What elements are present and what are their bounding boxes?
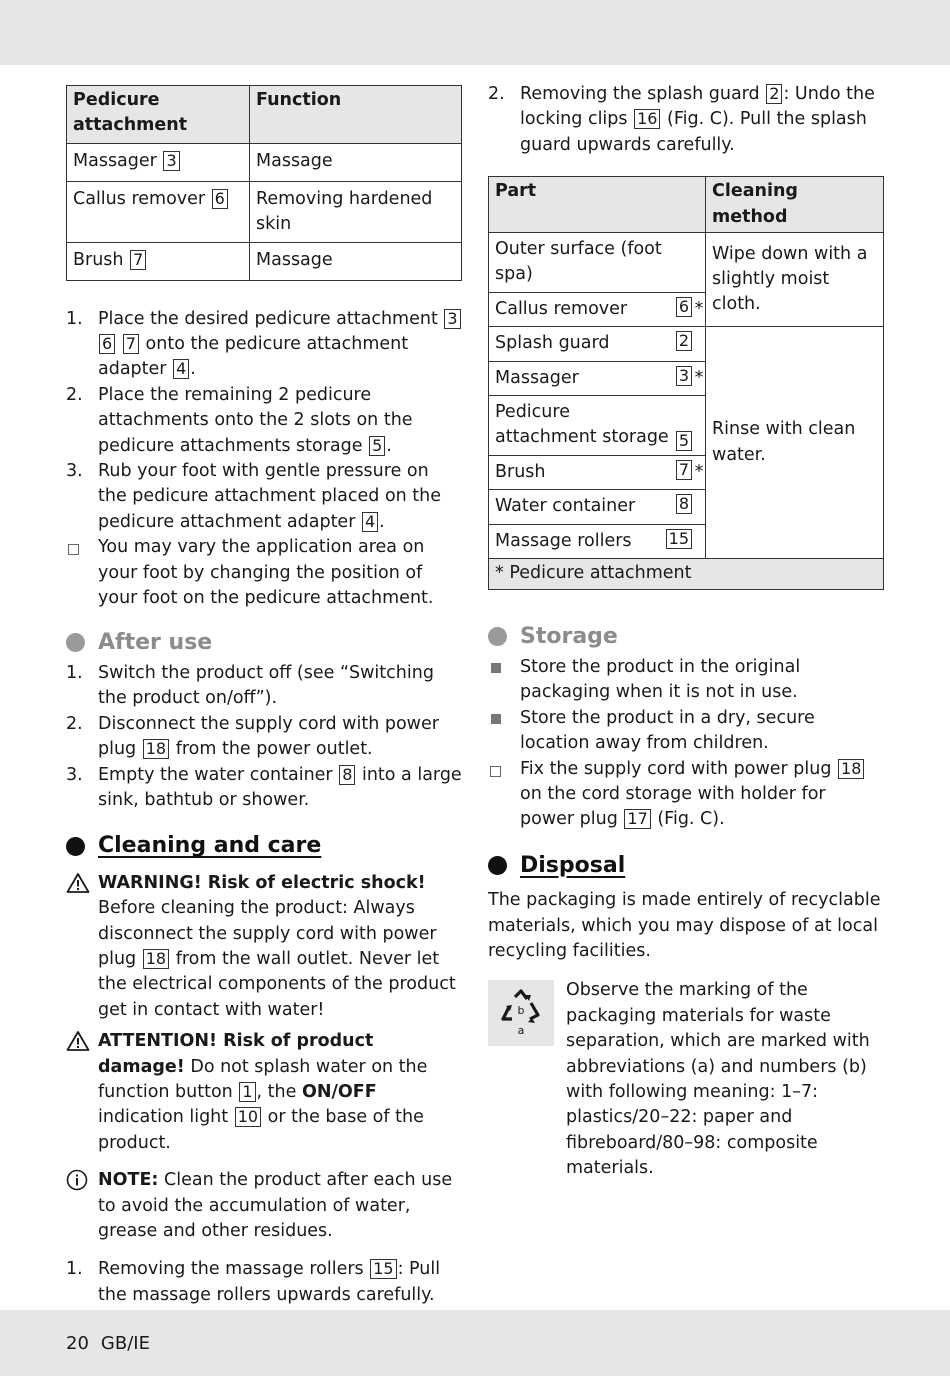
- step-text: (Fig. C). Pull the splash guard upwards carefully.: [520, 109, 867, 155]
- left-column: [66, 85, 462, 1308]
- table-cell: [489, 361, 706, 395]
- list-text: Fix the supply cord with power plug: [520, 758, 832, 779]
- part-number: 4: [362, 512, 378, 532]
- section-heading: [488, 624, 884, 649]
- step-text: Place the desired pedicure attachment: [98, 308, 438, 329]
- checkbox-bullet-icon: [68, 544, 79, 555]
- table-cell: [67, 181, 250, 242]
- warning-title: WARNING! Risk of electric shock!: [98, 872, 426, 893]
- part-number: 6: [99, 334, 115, 354]
- list-item: [66, 712, 462, 763]
- part-number: 7: [676, 460, 692, 480]
- table-header-row: [489, 177, 884, 233]
- part-number: 8: [676, 494, 692, 514]
- step-text: Disconnect the supply cord with power plug: [98, 713, 439, 760]
- cleaning-method-cell: Rinse with clean water.: [706, 327, 884, 559]
- bullet-dot-icon: [488, 856, 507, 875]
- list-item: [66, 535, 462, 611]
- part-number: 4: [173, 359, 189, 379]
- table-footnote-row: [489, 559, 884, 589]
- table-cell: [67, 143, 250, 181]
- info-circle-icon: [66, 1169, 88, 1199]
- table-cell: Massage: [250, 143, 462, 181]
- warning-text: from the wall outlet. Never let the electrical components of the product get in contact with water!: [98, 948, 456, 1020]
- bullet-dot-icon: [488, 627, 507, 646]
- footnote-marker: *: [694, 461, 704, 482]
- step-text: Empty the water container: [98, 764, 333, 785]
- step-number: 3.: [66, 461, 83, 482]
- list-text: on the cord storage with holder for power plug: [520, 783, 826, 830]
- table-cell: [489, 292, 706, 326]
- part-number: 7: [130, 250, 146, 270]
- table-cell: Massage: [250, 242, 462, 280]
- part-name: Splash guard: [495, 333, 610, 354]
- step-number: 3.: [66, 764, 83, 785]
- list-item: [66, 763, 462, 814]
- attention-text: Do not splash water on the function button: [98, 1056, 428, 1102]
- list-text: (Fig. C).: [657, 809, 725, 830]
- part-number: 8: [339, 765, 355, 785]
- note-text: Clean the product after each use to avoid the accumulation of water, grease and other residues.: [98, 1170, 453, 1242]
- list-item: [66, 1257, 462, 1308]
- step-text: Removing the splash guard: [520, 84, 760, 104]
- table-header: Part: [489, 177, 706, 233]
- part-number: 15: [370, 1259, 396, 1279]
- table-row: [67, 181, 462, 242]
- table-cell: Removing hardened skin: [250, 181, 462, 242]
- part-name: Massage rollers: [495, 530, 632, 551]
- bullet-dot-icon: [66, 837, 85, 856]
- attachment-name: Massager: [73, 150, 157, 171]
- note-notice: [66, 1168, 462, 1244]
- table-cell: [489, 455, 706, 489]
- list-item: [488, 757, 884, 833]
- part-number: 6: [676, 297, 692, 317]
- list-text: Store the product in the original packaging when it is not in use.: [520, 656, 801, 703]
- part-name: Brush: [495, 461, 546, 482]
- recycle-label-b: b: [517, 1004, 525, 1018]
- table-cell: [489, 396, 706, 456]
- step-text: .: [190, 359, 196, 380]
- square-bullet-icon: [491, 714, 501, 724]
- table-cell: [67, 242, 250, 280]
- cleaning-method-table: [488, 176, 884, 589]
- step-number: 2.: [66, 384, 83, 405]
- warning-triangle-icon: [66, 872, 90, 902]
- part-name: Pedicure attachment storage: [495, 402, 669, 448]
- attention-onoff: ON/OFF: [301, 1082, 377, 1102]
- list-item: [66, 459, 462, 535]
- section-title: Storage: [520, 623, 618, 649]
- part-number: 1: [239, 1082, 255, 1102]
- locale-label: GB/IE: [100, 1333, 150, 1354]
- part-number: 18: [143, 949, 169, 969]
- cleaning-steps-continued: [488, 82, 884, 158]
- step-text: into a large sink, bathtub or shower.: [98, 764, 462, 810]
- table-row: [67, 242, 462, 280]
- step-text: : Undo the locking clips: [520, 84, 875, 130]
- page-footer: [66, 1331, 150, 1356]
- recycle-icon: [488, 980, 554, 1046]
- table-cell: [489, 524, 706, 558]
- part-name: Massager: [495, 367, 579, 388]
- table-cell: [489, 490, 706, 524]
- part-number: 17: [624, 809, 650, 829]
- warning-notice: [66, 871, 462, 1023]
- part-name: Outer surface (foot spa): [495, 239, 662, 285]
- cleaning-steps: [66, 1257, 462, 1308]
- section-heading: [488, 853, 884, 878]
- step-text: onto the pedicure attachment adapter: [98, 334, 409, 380]
- part-number: 5: [369, 436, 385, 456]
- bullet-dot-icon: [66, 633, 85, 652]
- part-name: Callus remover: [495, 298, 628, 319]
- right-column: [488, 82, 884, 1182]
- attention-text: , the: [256, 1082, 297, 1102]
- part-number: 10: [235, 1107, 261, 1127]
- attention-notice: [66, 1029, 462, 1156]
- part-number: 3: [163, 151, 179, 171]
- list-item: [488, 706, 884, 757]
- list-item: [66, 661, 462, 712]
- part-number: 3: [444, 309, 460, 329]
- warning-text: Before cleaning the product: Always disconnect the supply cord with power plug: [98, 898, 437, 969]
- table-header: Cleaning method: [706, 177, 884, 233]
- step-number: 1.: [66, 308, 83, 329]
- step-number: 1.: [66, 1259, 83, 1280]
- step-number: 2.: [66, 713, 83, 734]
- part-number: 15: [666, 529, 692, 549]
- table-cell: [489, 233, 706, 293]
- step-number: 2.: [488, 84, 505, 104]
- section-heading: [66, 630, 462, 655]
- part-number: 2: [766, 84, 782, 104]
- part-number: 3: [676, 366, 692, 386]
- step-text: Place the remaining 2 pedicure attachments onto the 2 slots on the pedicure attachments storage: [98, 384, 413, 456]
- list-item: [66, 307, 462, 383]
- section-title: Cleaning and care: [98, 833, 322, 859]
- list-item: [66, 383, 462, 459]
- tip-text: You may vary the application area on your foot by changing the position of your foot on the pedicure attachment.: [98, 537, 434, 609]
- part-number: 7: [123, 334, 139, 354]
- step-text: from the power outlet.: [175, 739, 373, 760]
- pedicure-attachment-table: [66, 85, 462, 281]
- section-title: Disposal: [520, 852, 626, 878]
- list-item: [488, 655, 884, 706]
- square-bullet-icon: [491, 663, 501, 673]
- disposal-marking-text: Observe the marking of the packaging materials for waste separation, which are marked with abbreviations (a) and numbers (b) with following meaning: 1–7: plastics/20–22: paper and fibreboard/80–98: composite materials.: [566, 980, 870, 1179]
- disposal-intro: The packaging is made entirely of recyclable materials, which you may dispose of at local recycling facilities.: [488, 890, 881, 961]
- table-row: [67, 143, 462, 181]
- step-text: Rub your foot with gentle pressure on the pedicure attachment placed on the pedicure attachment adapter: [98, 461, 442, 532]
- step-text: : Pull the massage rollers upwards carefully.: [98, 1259, 441, 1305]
- warning-triangle-icon: [66, 1030, 90, 1060]
- note-title: NOTE:: [98, 1170, 159, 1191]
- top-band: [0, 0, 950, 65]
- table-header: Function: [250, 86, 462, 144]
- part-name: Water container: [495, 496, 636, 517]
- attention-title: ATTENTION! Risk of product damage!: [98, 1031, 374, 1077]
- storage-list: [488, 655, 884, 833]
- step-text: Removing the massage rollers: [98, 1259, 364, 1280]
- footnote-marker: *: [694, 298, 704, 319]
- checkbox-bullet-icon: [490, 766, 501, 777]
- part-number: 18: [143, 739, 169, 759]
- attachment-name: Callus remover: [73, 188, 206, 209]
- part-number: 2: [676, 331, 692, 351]
- page-number: 20: [66, 1333, 89, 1354]
- step-text: .: [379, 511, 385, 532]
- part-number: 16: [634, 109, 660, 129]
- part-number: 6: [212, 189, 228, 209]
- table-row: [489, 233, 884, 293]
- attachment-name: Brush: [73, 249, 124, 270]
- table-row: [489, 327, 884, 361]
- part-number: 5: [676, 431, 692, 451]
- part-number: 18: [838, 759, 864, 779]
- section-heading: [66, 833, 462, 858]
- table-footnote: * Pedicure attachment: [489, 559, 884, 589]
- attention-text: or the base of the product.: [98, 1107, 424, 1153]
- table-header: Pedicure attachment: [67, 86, 250, 144]
- footnote-marker: *: [694, 367, 704, 388]
- step-text: .: [386, 435, 392, 456]
- attention-text: indication light: [98, 1107, 229, 1128]
- table-header-row: [67, 86, 462, 144]
- step-number: 1.: [66, 662, 83, 683]
- step-text: Switch the product off (see “Switching the product on/off”).: [98, 662, 434, 709]
- cleaning-method-cell: Wipe down with a slightly moist cloth.: [706, 233, 884, 327]
- recycle-label-a: a: [517, 1024, 525, 1038]
- after-use-steps: [66, 661, 462, 813]
- list-item: [488, 82, 884, 158]
- section-title: After use: [98, 629, 213, 655]
- recycling-info: [488, 978, 884, 1181]
- list-text: Store the product in a dry, secure location away from children.: [520, 707, 815, 754]
- usage-steps: [66, 307, 462, 612]
- table-cell: [489, 327, 706, 361]
